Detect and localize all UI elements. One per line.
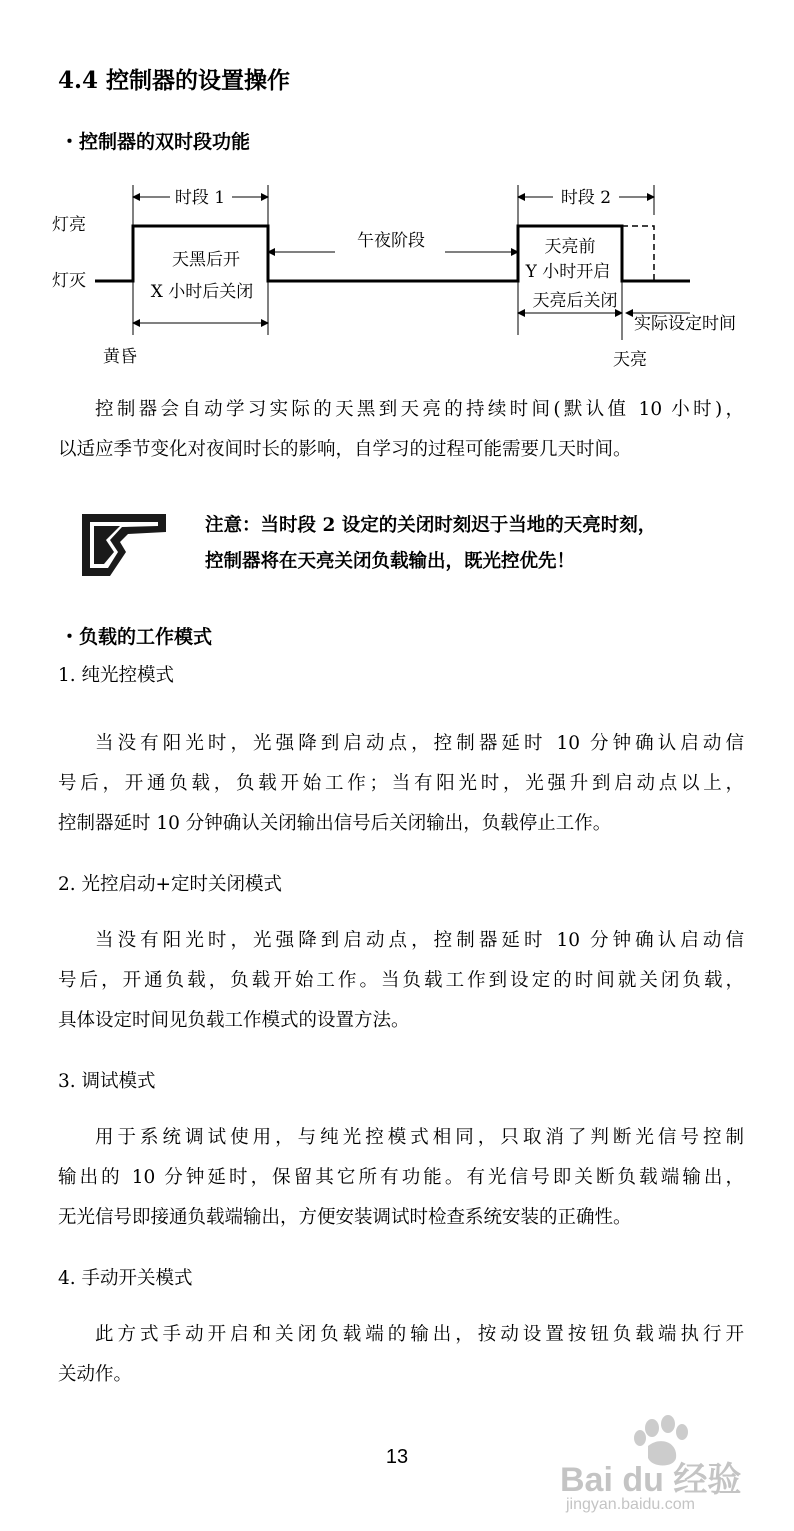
mode-description-1 xyxy=(58,724,744,844)
text-line: 当没有阳光时，光强降到启动点，控制器延时 10 分钟确认启动信 xyxy=(95,930,744,951)
pointing-hand-icon xyxy=(80,510,168,580)
mode-description-4 xyxy=(58,1315,744,1395)
text-line: 具体设定时间见负载工作模式的设置方法。 xyxy=(58,1010,410,1031)
text-line: 号后，开通负载，负载开始工作；当有阳光时，光强升到启动点以上， xyxy=(58,773,744,794)
text-line: 用于系统调试使用，与纯光控模式相同，只取消了判断光信号控制 xyxy=(95,1127,744,1148)
text-line: 号后，开通负载，负载开始工作。当负载工作到设定的时间就关闭负载， xyxy=(58,970,744,991)
baidu-watermark xyxy=(560,1412,750,1522)
mode-title-3: 3. 调试模式 xyxy=(58,1071,156,1092)
label-p2-line2: Y 小时开启 xyxy=(525,262,611,282)
label-dusk: 黄昏 xyxy=(103,347,137,367)
mode-title-4: 4. 手动开关模式 xyxy=(58,1268,193,1289)
mode-description-3 xyxy=(58,1118,744,1238)
label-p2-line3: 天亮后关闭 xyxy=(532,291,618,311)
label-light-off: 灯灭 xyxy=(52,271,86,291)
text-line: 此方式手动开启和关闭负载端的输出，按动设置按钮负载端执行开 xyxy=(95,1324,744,1345)
watermark-url: jingyan.baidu.com xyxy=(566,1496,695,1513)
waveform-dashed xyxy=(622,226,654,281)
subsection-title-load-modes: ・负载的工作模式 xyxy=(60,626,213,648)
label-dawn: 天亮 xyxy=(613,350,647,370)
mode-title-1: 1. 纯光控模式 xyxy=(58,665,175,686)
text-line: 以适应季节变化对夜间时长的影响，自学习的过程可能需要几天时间。 xyxy=(58,439,632,460)
mode-description-2 xyxy=(58,921,744,1041)
label-p1-line2: X 小时后关闭 xyxy=(150,282,254,302)
text-line: 当没有阳光时，光强降到启动点，控制器延时 10 分钟确认启动信 xyxy=(95,733,744,754)
label-period-2: 时段 2 xyxy=(560,188,612,208)
text-line: 控制器会自动学习实际的天黑到天亮的持续时间(默认值 10 小时)， xyxy=(95,399,744,420)
text-line: 关动作。 xyxy=(58,1364,133,1385)
subsection-title-dual-period: ・控制器的双时段功能 xyxy=(60,131,251,153)
label-light-on: 灯亮 xyxy=(52,215,86,235)
label-p1-line1: 天黑后开 xyxy=(172,250,240,270)
text-line: 无光信号即接通负载端输出，方便安装调试时检查系统安装的正确性。 xyxy=(58,1207,632,1228)
note-line: 控制器将在天亮关闭负载输出，既光控优先！ xyxy=(205,551,576,572)
note-line: 注意：当时段 2 设定的关闭时刻迟于当地的天亮时刻， xyxy=(205,515,657,536)
label-period-1: 时段 1 xyxy=(174,188,226,208)
label-actual-time: 实际设定时间 xyxy=(634,314,736,334)
mode-title-2: 2. 光控启动+定时关闭模式 xyxy=(58,874,283,895)
attention-note xyxy=(205,508,656,580)
label-p2-line1: 天亮前 xyxy=(544,237,596,257)
text-line: 控制器延时 10 分钟确认关闭输出信号后关闭输出，负载停止工作。 xyxy=(58,813,612,834)
label-midnight: 午夜阶段 xyxy=(357,231,425,251)
section-heading: 4.4 控制器的设置操作 xyxy=(58,67,291,94)
paragraph-self-learning xyxy=(58,390,744,470)
watermark-logo-text: Bai du 经验 xyxy=(560,1461,742,1499)
timing-diagram xyxy=(0,175,794,375)
page-number: 13 xyxy=(385,1446,409,1468)
text-line: 输出的 10 分钟延时，保留其它所有功能。有光信号即关断负载端输出， xyxy=(58,1167,744,1188)
